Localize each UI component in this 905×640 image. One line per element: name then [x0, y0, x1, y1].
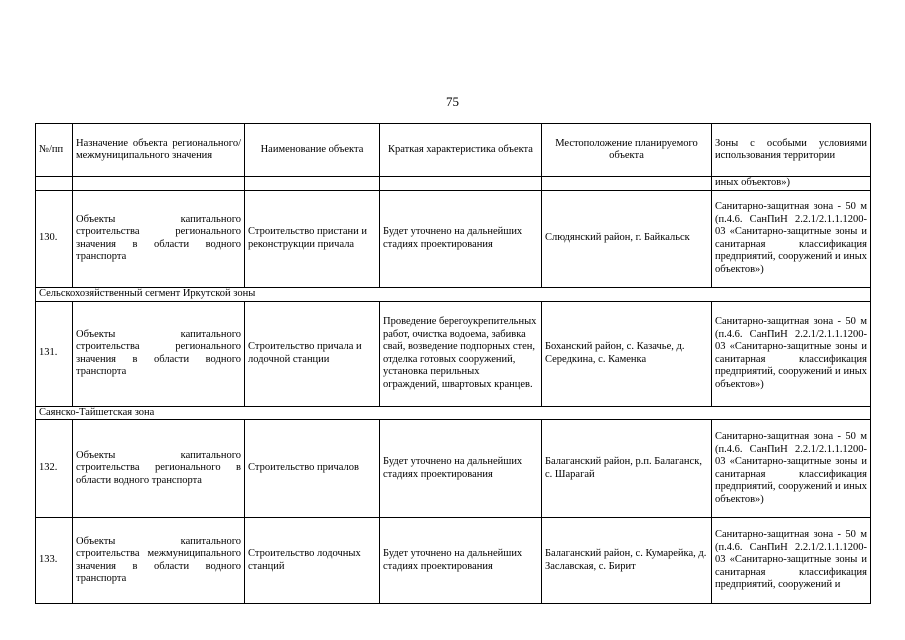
table-row-130 [36, 190, 871, 287]
header-zones: Зоны с особыми условиями использования территории [712, 124, 871, 177]
header-description: Краткая характеристика объекта [380, 124, 542, 177]
row-name: Строительство пристани и реконструкции причала [245, 190, 380, 287]
row-description: Будет уточнено на дальнейших стадиях проектирования [380, 420, 542, 518]
row-zones: Санитарно-защитная зона - 50 м (п.4.6. СанПиН 2.2.1/2.1.1.1200-03 «Санитарно-защитные зоны и санитарная классификация предприятий, сооружений и иных объектов») [712, 190, 871, 287]
row-name: Строительство причалов [245, 420, 380, 518]
row-description: Будет уточнено на дальнейших стадиях проектирования [380, 190, 542, 287]
table-row-132 [36, 420, 871, 518]
row-number: 130. [36, 190, 73, 287]
row-name: Строительство лодочных станций [245, 518, 380, 604]
row-purpose: Объекты капитального строительства регионального значения в области водного транспорта [73, 190, 245, 287]
row-description: Будет уточнено на дальнейших стадиях проектирования [380, 518, 542, 604]
continuation-row [36, 177, 871, 191]
row-purpose: Объекты капитального строительства регионального в области водного транспорта [73, 420, 245, 518]
section-heading: Саянско-Тайшетская зона [36, 406, 871, 420]
section-row-sayansk [36, 406, 871, 420]
table-header-row [36, 124, 871, 177]
header-purpose: Назначение объекта регионального/ межмуниципального значения [73, 124, 245, 177]
row-zones: Санитарно-защитная зона - 50 м (п.4.6. СанПиН 2.2.1/2.1.1.1200-03 «Санитарно-защитные зоны и санитарная классификация предприятий, сооружений и [712, 518, 871, 604]
table-row-133 [36, 518, 871, 604]
header-num: №/пп [36, 124, 73, 177]
continuation-text: иных объектов») [712, 177, 871, 191]
section-heading: Сельскохозяйственный сегмент Иркутской зоны [36, 287, 871, 301]
row-location: Слюдянский район, г. Байкальск [542, 190, 712, 287]
row-location: Балаганский район, с. Кумарейка, д. Заславская, с. Бирит [542, 518, 712, 604]
row-location: Боханский район, с. Казачье, д. Середкина, с. Каменка [542, 301, 712, 406]
page-number: 75 [446, 94, 459, 109]
row-purpose: Объекты капитального строительства межмуниципального значения в области водного транспорта [73, 518, 245, 604]
row-purpose: Объекты капитального строительства регионального значения в области водного транспорта [73, 301, 245, 406]
row-number: 131. [36, 301, 73, 406]
row-zones: Санитарно-защитная зона - 50 м (п.4.6. СанПиН 2.2.1/2.1.1.1200-03 «Санитарно-защитные зоны и санитарная классификация предприятий, сооружений и иных объектов») [712, 420, 871, 518]
row-number: 133. [36, 518, 73, 604]
row-location: Балаганский район, р.п. Балаганск, с. Шарагай [542, 420, 712, 518]
table-row-131 [36, 301, 871, 406]
row-name: Строительство причала и лодочной станции [245, 301, 380, 406]
row-description: Проведение берегоукрепительных работ, очистка водоема, забивка свай, возведение подпорных стен, отделка готовых сооружений, установка перильных ограждений, швартовых кранцев. [380, 301, 542, 406]
header-location: Местоположение планируемого объекта [542, 124, 712, 177]
objects-table [35, 123, 871, 604]
section-row-agricultural [36, 287, 871, 301]
row-zones: Санитарно-защитная зона - 50 м (п.4.6. СанПиН 2.2.1/2.1.1.1200-03 «Санитарно-защитные зоны и санитарная классификация предприятий, сооружений и иных объектов») [712, 301, 871, 406]
header-name: Наименование объекта [245, 124, 380, 177]
row-number: 132. [36, 420, 73, 518]
